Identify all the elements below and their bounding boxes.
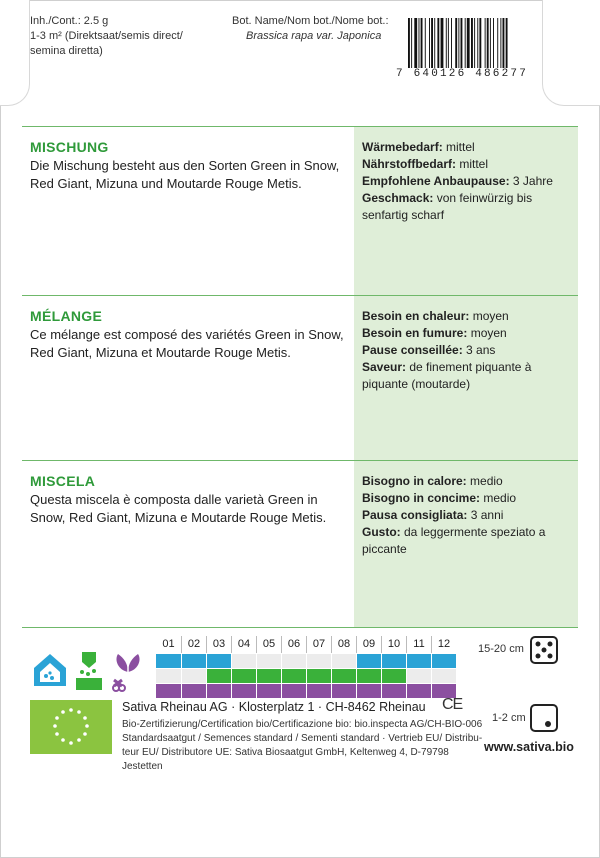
section-description: Questa miscela è composta dalle varietà Green in Snow, Red Giant, Mizuna e Moutarde Rouge Metis.: [30, 492, 327, 525]
calendar-tick: [281, 654, 282, 668]
barcode-bar: [500, 18, 501, 68]
calendar-segment: [356, 654, 381, 668]
calendar-tick: [231, 684, 232, 698]
calendar-tick: [431, 654, 432, 668]
seedling-icon: [72, 648, 106, 692]
section-french: [22, 296, 578, 460]
month-label: 04: [231, 636, 256, 653]
calendar-segment: [281, 684, 306, 698]
eu-star: [61, 710, 65, 714]
calendar-tick: [181, 684, 182, 698]
standard-seed-line: Standardsaatgut / Semences standard / Sementi standard · Vertrieb EU/ Distribu-: [122, 733, 483, 744]
calendar-segment: [306, 684, 331, 698]
calendar-tick: [306, 654, 307, 668]
prop-value: mittel: [456, 157, 489, 171]
prop-nutrients: [362, 325, 570, 342]
eu-star: [53, 724, 57, 728]
prop-heat: [362, 308, 570, 325]
calendar-tick: [381, 654, 382, 668]
barcode-bar: [429, 18, 430, 68]
prop-heat: [362, 473, 570, 490]
barcode-bar: [411, 18, 412, 68]
sowing-depth-label: 1-2 cm: [492, 712, 526, 724]
eu-star: [61, 738, 65, 742]
eu-organic-logo: [30, 700, 112, 754]
prop-label: Pausa consigliata:: [362, 508, 468, 522]
prop-label: Saveur:: [362, 360, 407, 374]
month-label: 10: [381, 636, 406, 653]
calendar-tick: [306, 684, 307, 698]
month-label: 12: [431, 636, 456, 653]
prop-value: mittel: [442, 140, 475, 154]
packet-content: [22, 0, 578, 858]
certification-line: Bio-Zertifizierung/Certification bio/Certificazione bio: bio.inspecta AG/CH-BIO-006: [122, 719, 483, 730]
calendar-segment: [356, 669, 381, 683]
prop-label: Besoin en chaleur:: [362, 309, 470, 323]
prop-rotation: [362, 173, 570, 190]
calendar-segment: [381, 684, 406, 698]
month-label: 09: [356, 636, 381, 653]
calendar-tick: [331, 684, 332, 698]
calendar-tick: [306, 669, 307, 683]
properties-panel: [354, 296, 578, 460]
barcode-bar: [455, 18, 457, 68]
prop-value: de finement piquante à piquante (moutarde): [362, 360, 532, 391]
prop-heat: [362, 139, 570, 156]
calendar-tick: [406, 669, 407, 683]
barcode-bar: [419, 18, 420, 68]
section-description: Ce mélange est composé des variétés Green in Snow, Red Giant, Mizuna et Moutarde Rouge Metis.: [30, 327, 344, 360]
section-german: [22, 127, 578, 295]
eu-star: [83, 716, 87, 720]
prop-label: Bisogno in concime:: [362, 491, 481, 505]
prop-value: moyen: [469, 309, 509, 323]
barcode-bar: [421, 18, 423, 68]
calendar-row-harvest: [156, 684, 456, 698]
calendar-segment: [381, 669, 406, 683]
month-label: 07: [306, 636, 331, 653]
calendar-segment: [231, 669, 256, 683]
calendar-tick: [406, 684, 407, 698]
prop-label: Wärmebedarf:: [362, 140, 443, 154]
barcode-bar: [485, 18, 486, 68]
spacing-dice-icon: [530, 636, 558, 664]
prop-value: medio: [466, 474, 503, 488]
sowing-calendar: [156, 636, 456, 698]
calendar-row-sowing-outdoor: [156, 669, 456, 683]
barcode-bar: [431, 18, 433, 68]
calendar-tick: [206, 684, 207, 698]
prop-value: da leggermente speziato a piccante: [362, 525, 546, 556]
greenhouse-icon: [30, 650, 70, 690]
prop-label: Pause conseillée:: [362, 343, 463, 357]
month-label: 05: [256, 636, 281, 653]
calendar-tick: [181, 654, 182, 668]
calendar-segment: [381, 654, 406, 668]
calendar-tick: [256, 654, 257, 668]
botanical-name: Brassica rapa var. Japonica: [246, 30, 382, 42]
prop-nutrients: [362, 490, 570, 507]
calendar-segment: [231, 684, 256, 698]
properties-panel: [354, 127, 578, 295]
calendar-tick: [206, 654, 207, 668]
eu-star: [83, 732, 87, 736]
prop-label: Bisogno in calore:: [362, 474, 467, 488]
barcode-bar: [425, 18, 426, 68]
calendar-tick: [431, 684, 432, 698]
month-label: 06: [281, 636, 306, 653]
barcode: [404, 18, 554, 70]
barcode-bar: [461, 18, 463, 68]
sowing-area-line2: semina diretta): [30, 45, 103, 57]
barcode-bar: [458, 18, 459, 68]
eu-star: [69, 741, 73, 745]
eu-star: [69, 708, 73, 712]
calendar-segment: [181, 654, 206, 668]
prop-label: Geschmack:: [362, 191, 434, 205]
month-label: 11: [406, 636, 431, 653]
calendar-segment: [331, 669, 356, 683]
barcode-bar: [437, 18, 439, 68]
contents-weight: Inh./Cont.: 2.5 g: [30, 15, 109, 27]
calendar-tick: [181, 669, 182, 683]
calendar-tick: [256, 669, 257, 683]
barcode-bar: [493, 18, 494, 68]
barcode-bar: [471, 18, 473, 68]
calendar-tick: [381, 669, 382, 683]
sowing-area-line1: 1-3 m² (Direktsaat/semis direct/: [30, 30, 183, 42]
prop-value: medio: [480, 491, 517, 505]
calendar-tick: [281, 669, 282, 683]
prop-taste: [362, 190, 570, 224]
barcode-bar: [490, 18, 491, 68]
prop-label: Besoin en fumure:: [362, 326, 468, 340]
barcode-bar: [467, 18, 470, 68]
distributor-line: teur EU/ Distributore UE: Sativa Biosaatgut GmbH, Keltenweg 4, D-79798 Jestetten: [122, 747, 449, 772]
eu-star: [55, 732, 59, 736]
calendar-row-sowing-indoor: [156, 654, 456, 668]
eu-star: [77, 710, 81, 714]
barcode-bar: [434, 18, 435, 68]
calendar-segment: [206, 654, 231, 668]
barcode-bar: [451, 18, 452, 68]
depth-dice-icon: [530, 704, 558, 732]
packet-contents-info: [30, 14, 183, 59]
prop-label: Empfohlene Anbaupause:: [362, 174, 510, 188]
calendar-segment: [306, 669, 331, 683]
barcode-bar: [448, 18, 449, 68]
calendar-tick: [281, 684, 282, 698]
barcode-number: 7 640126 486277: [396, 68, 529, 80]
barcode-bar: [506, 18, 508, 68]
barcode-bar: [477, 18, 478, 68]
calendar-tick: [206, 669, 207, 683]
eu-star: [85, 724, 89, 728]
section-description: Die Mischung besteht aus den Sorten Green in Snow, Red Giant, Mizuna und Moutarde Rouge Metis.: [30, 158, 340, 191]
calendar-segment: [256, 669, 281, 683]
barcode-bar: [465, 18, 466, 68]
calendar-tick: [431, 669, 432, 683]
ce-mark: CE: [442, 696, 463, 713]
calendar-tick: [256, 684, 257, 698]
barcode-bar: [446, 18, 447, 68]
prop-rotation: [362, 507, 570, 524]
calendar-tick: [381, 684, 382, 698]
barcode-bar: [441, 18, 444, 68]
calendar-tick: [356, 684, 357, 698]
website-link[interactable]: www.sativa.bio: [484, 740, 574, 754]
calendar-segment: [281, 669, 306, 683]
company-address: Sativa Rheinau AG · Klosterplatz 1 · CH-8462 Rheinau: [122, 700, 426, 714]
calendar-segment: [406, 654, 431, 668]
certification-text: [122, 718, 484, 774]
section-divider: [22, 627, 578, 628]
calendar-segment: [431, 654, 456, 668]
month-label: 01: [162, 638, 175, 650]
calendar-tick: [331, 654, 332, 668]
prop-value: 3 ans: [462, 343, 496, 357]
barcode-bar: [503, 18, 505, 68]
barcode-bar: [474, 18, 475, 68]
calendar-tick: [356, 669, 357, 683]
calendar-segment: [206, 684, 231, 698]
eu-star: [55, 716, 59, 720]
prop-taste: [362, 524, 570, 558]
month-label: 02: [181, 636, 206, 653]
botanical-name-label: Bot. Name/Nom bot./Nome bot.:: [232, 15, 389, 27]
calendar-segment: [256, 684, 281, 698]
eu-star: [77, 738, 81, 742]
harvest-icon: [108, 650, 148, 692]
prop-value: von feinwürzig bis senfartig scharf: [362, 191, 533, 222]
section-title: MISCHUNG: [30, 139, 109, 155]
prop-value: 3 anni: [467, 508, 504, 522]
calendar-segment: [406, 684, 431, 698]
prop-label: Gusto:: [362, 525, 401, 539]
section-title: MÉLANGE: [30, 308, 103, 324]
prop-nutrients: [362, 156, 570, 173]
calendar-segment: [156, 654, 181, 668]
barcode-bar: [487, 18, 489, 68]
row-spacing-label: 15-20 cm: [478, 643, 524, 655]
calendar-tick: [231, 654, 232, 668]
calendar-tick: [331, 669, 332, 683]
barcode-bar: [414, 18, 417, 68]
month-label: 08: [331, 636, 356, 653]
prop-value: moyen: [467, 326, 507, 340]
calendar-tick: [231, 669, 232, 683]
section-title: MISCELA: [30, 473, 96, 489]
prop-rotation: [362, 342, 570, 359]
calendar-tick: [356, 654, 357, 668]
prop-label: Nährstoffbedarf:: [362, 157, 457, 171]
calendar-segment: [181, 684, 206, 698]
botanical-name-block: [232, 14, 389, 44]
properties-panel: [354, 461, 578, 627]
barcode-bar: [497, 18, 498, 68]
calendar-segment: [331, 684, 356, 698]
prop-taste: [362, 359, 570, 393]
prop-value: 3 Jahre: [509, 174, 553, 188]
month-label: 03: [206, 636, 231, 653]
calendar-segment: [206, 669, 231, 683]
calendar-segment: [356, 684, 381, 698]
calendar-segment: [156, 684, 181, 698]
calendar-months: [156, 636, 456, 653]
barcode-bar: [479, 18, 481, 68]
calendar-tick: [406, 654, 407, 668]
section-italian: [22, 461, 578, 627]
barcode-bar: [408, 18, 410, 68]
